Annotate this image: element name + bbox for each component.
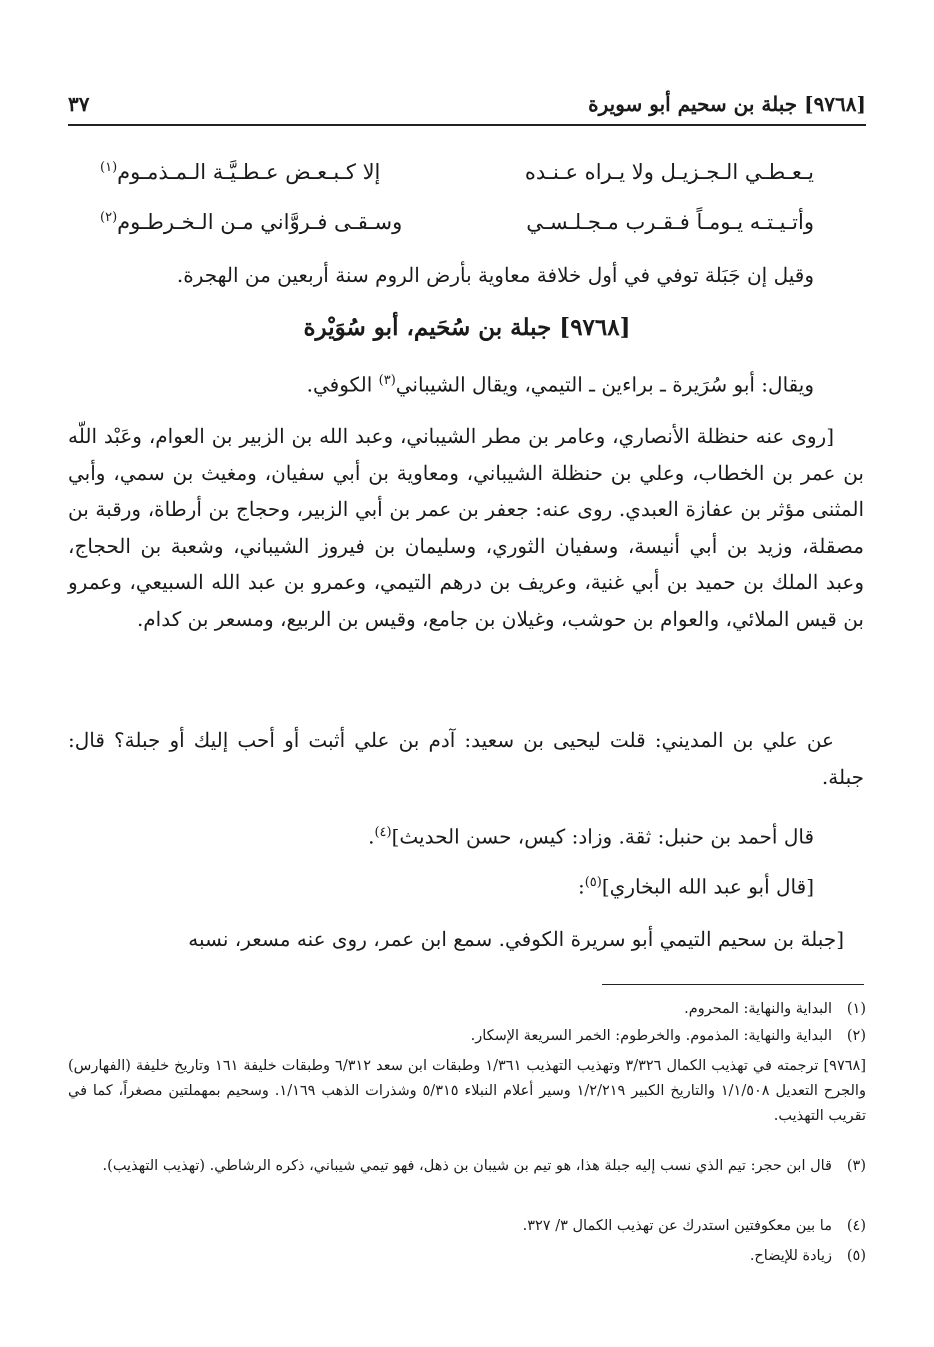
- footnote-rule: [602, 984, 864, 985]
- page-header: [68, 90, 866, 126]
- verse-1-second-text: إلا كـبـعـض عـطـيَّـة الـمـذمـوم: [117, 160, 381, 184]
- footnote-2-text: البداية والنهاية: المذموم. والخرطوم: الخمر السريعة الإسكار.: [470, 1028, 832, 1044]
- ahmad-text: قال أحمد بن حنبل: ثقة. وزاد: كيس، حسن الحديث]: [391, 824, 814, 849]
- verse-1-first-hemistich: يـعـطـي الـجـزيـل ولا يـراه عـنـده: [524, 160, 814, 184]
- bukhari-end: :: [577, 874, 585, 899]
- verse-2-second-hemistich: [100, 210, 402, 234]
- ahmad-end: .: [368, 824, 375, 849]
- footnote-1-text: البداية والنهاية: المحروم.: [684, 1001, 832, 1017]
- footnote-ref-4: (٤): [374, 825, 392, 840]
- verse-2-first-hemistich: وأتـيـتـه يـومـاً فـقـرب مـجـلـسـي: [526, 210, 814, 234]
- footnote-3-text: قال ابن حجر: تيم الذي نسب إليه جبلة هذا، هو تيم بن شيبان بن ذهل، فهو تيمي شيباني، ذكره الرشاطي. (تهذيب التهذيب).: [102, 1158, 832, 1174]
- footnote-4: [68, 1214, 866, 1239]
- kunya-text-end: الكوفي.: [306, 372, 379, 397]
- ahmad-line: [70, 816, 814, 854]
- footnote-5: [68, 1244, 866, 1269]
- footnote-4-number: (٤): [846, 1218, 866, 1234]
- footnote-2-number: (٢): [846, 1028, 866, 1044]
- madini-paragraph: عن علي بن المديني: قلت ليحيى بن سعيد: آدم بن علي أثبت أو أحب إليك أو جبلة؟ قال: جبلة.: [68, 728, 864, 789]
- poem-verse-2: [100, 210, 814, 246]
- footnote-ref-5: (٥): [584, 875, 602, 890]
- footnote-ref-2: (٢): [100, 210, 118, 225]
- kunya-line: [70, 364, 814, 402]
- narrators-paragraph: [روى عنه حنظلة الأنصاري، وعامر بن مطر الشيباني، وعبد الله بن الزبير بن العوام، وعَبْد اللّه بن عمر بن الخطاب، وعلي بن حنظلة الشيباني، ومعاوية بن أبي سفيان، ومغيث بن سمي، وأبي المثنى مؤثر بن عفازة العبدي. روى عنه: جعفر بن عمر بن أبي الزبير، وحجاج بن أرطاة، ورقبة بن مصقلة، وزيد بن أبي أنيسة، وسفيان الثوري، وسليمان بن فيروز الشيباني، وشعبة بن الحجاج، وعبد الملك بن حميد بن أبي غنية، وعريف بن درهم التيمي، وعمرو بن عبد الله السبيعي، وعمرو بن قيس الملائي، والعوام بن حوشب، وغيلان بن جامع، وقيس بن الربيع، ومسعر بن كدام.: [68, 424, 864, 631]
- footnote-bio-number: [٩٧٦٨]: [823, 1058, 866, 1074]
- death-note: وقيل إن جَبَلة توفي في أول خلافة معاوية بأرض الروم سنة أربعين من الهجرة.: [176, 263, 814, 287]
- footnote-3-number: (٣): [846, 1158, 866, 1174]
- bukhari-text: [قال أبو عبد الله البخاري]: [601, 874, 814, 899]
- footnote-3: [68, 1154, 866, 1179]
- poem-verse-1: [100, 160, 814, 196]
- entry-title: [٩٧٦٨] جبلة بن سُحَيم، أبو سُوَيْرة: [303, 314, 631, 341]
- bukhari-line: [70, 866, 814, 904]
- footnote-5-number: (٥): [846, 1248, 866, 1264]
- footnote-ref-3: (٣): [378, 373, 396, 388]
- footnote-bio: [68, 1054, 866, 1129]
- footnote-bio-text: ترجمته في تهذيب الكمال ٣/٣٢٦ وتهذيب التهذيب ١/٣٦١ وطبقات ابن سعد ٦/٣١٢ وطبقات خليفة ١٦١ وتاريخ خليفة (الفهارس) والجرح التعديل ١/١/٥٠٨ والتاريخ الكبير ١/٢/٢١٩ وسير أعلام النبلاء ٥/٣١٥ وشذرات الذهب ١/١٦٩. وسحيم بمهملتين مصغراً، كما في تقريب التهذيب.: [68, 1058, 866, 1124]
- footnote-5-text: زيادة للإيضاح.: [749, 1248, 832, 1264]
- kunya-text: ويقال: أبو سُرَيرة ـ براءين ـ التيمي، ويقال الشيباني: [395, 372, 814, 397]
- footnote-1: [68, 997, 866, 1022]
- footnote-1-number: (١): [846, 1001, 866, 1017]
- footnote-2: [68, 1024, 866, 1049]
- verse-1-second-hemistich: [100, 160, 380, 184]
- verse-2-second-text: وسـقـى فـروَّاني مـن الـخـرطـوم: [117, 210, 403, 234]
- footnote-4-text: ما بين معكوفتين استدرك عن تهذيب الكمال ٣/ ٣٢٧.: [522, 1218, 832, 1234]
- page-number: ٣٧: [68, 92, 90, 116]
- running-title: [٩٧٦٨] جبلة بن سحيم أبو سويرة: [588, 92, 866, 116]
- footnote-ref-1: (١): [100, 160, 118, 175]
- last-line: [جبلة بن سحيم التيمي أبو سريرة الكوفي. سمع ابن عمر، روى عنه مسعر، نسبه: [188, 927, 844, 951]
